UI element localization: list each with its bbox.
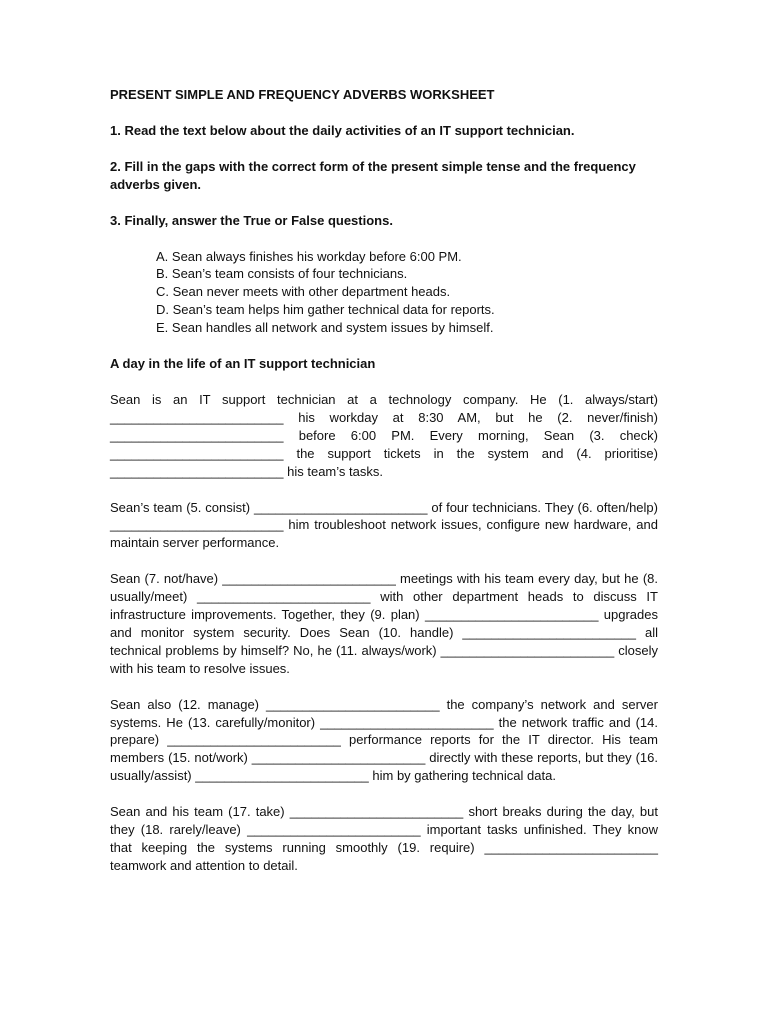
reading-title: A day in the life of an IT support technician — [110, 356, 376, 372]
reading-paragraph-2: Sean’s team (5. consist) ________________________ of four technicians. They (6. often/help) ________________________ him troubleshoot network issues, configure new hardware, and maintain server performance. — [110, 499, 658, 551]
instruction-read: 1. Read the text below about the daily activities of an IT support technician. — [110, 122, 575, 138]
worksheet-title: PRESENT SIMPLE AND FREQUENCY ADVERBS WORKSHEET — [110, 87, 495, 102]
true-false-list — [110, 248, 658, 338]
true-false-item-b: B. Sean’s team consists of four technicians. — [156, 266, 408, 282]
instruction-true-false: 3. Finally, answer the True or False questions. — [110, 212, 393, 228]
worksheet-page — [110, 86, 658, 893]
reading-paragraph-4: Sean also (12. manage) ________________________ the company’s network and server systems. He (13. carefully/monitor) ________________________ the network traffic and (14. prepare) ________________________ performance reports for the IT director. His team members (15. not/work) ________________________ directly with these reports, but they (16. usually/assist) ________________________ him by gathering technical data. — [110, 696, 658, 784]
reading-paragraph-1: Sean is an IT support technician at a technology company. He (1. always/start) ________________________ his workday at 8:30 AM, but he (2. never/finish) ________________________ before 6:00 PM. Every morning, Sean (3. check) ________________________ the support tickets in the system and (4. prioritise) ________________________ his team’s tasks. — [110, 391, 658, 479]
true-false-item-e: E. Sean handles all network and system issues by himself. — [156, 320, 494, 336]
reading-paragraph-5: Sean and his team (17. take) ________________________ short breaks during the day, but they (18. rarely/leave) ________________________ important tasks unfinished. They know that keeping the systems running smoothly (19. require) ________________________ teamwork and attention to detail. — [110, 804, 658, 873]
instruction-fill-gaps: 2. Fill in the gaps with the correct form of the present simple tense and the frequency adverbs given. — [110, 158, 636, 192]
true-false-item-c: C. Sean never meets with other department heads. — [156, 284, 451, 300]
true-false-item-a: A. Sean always finishes his workday before 6:00 PM. — [156, 248, 462, 264]
reading-paragraph-3: Sean (7. not/have) ________________________ meetings with his team every day, but he (8. usually/meet) ________________________ with other department heads to discuss IT infrastructure improvements. Together, they (9. plan) ________________________ upgrades and monitor system security. Does Sean (10. handle) ________________________ all technical problems by himself? No, he (11. always/work) ________________________ closely with his team to resolve issues. — [110, 571, 658, 676]
true-false-item-d: D. Sean’s team helps him gather technical data for reports. — [156, 302, 495, 318]
